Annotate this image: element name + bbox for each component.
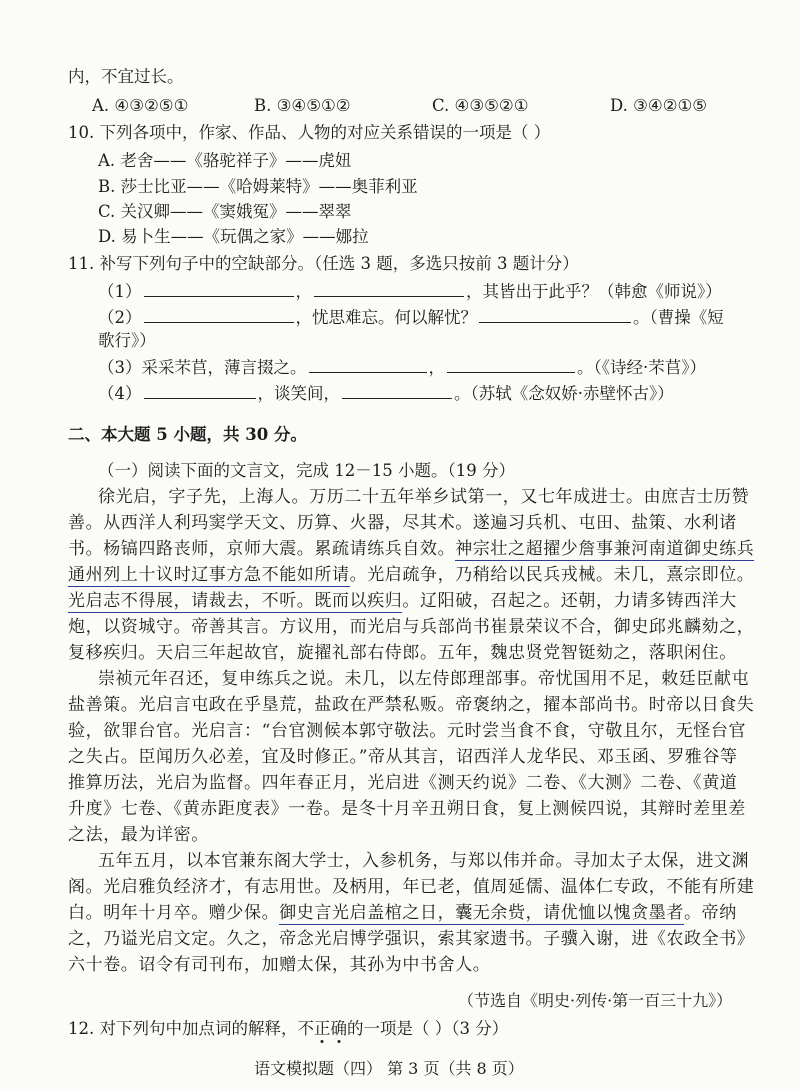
q12-text: 12. 对下列句中加点词的解释， [68,1019,298,1038]
q9-option-d: D. ③④②①⑤ [610,96,708,115]
q11-4-number: （4） [98,384,142,403]
passage-line: 推算历法，光启为监督。四年春正月，光启进《测天约说》二卷、《大测》二卷、《黄道 [68,773,738,793]
passage-line: 徐光启，字子先，上海人。万历二十五年举乡试第一，又七年成进士。由庶吉士历赞 [98,487,750,507]
q11-4-middle: ，谈笑间， [257,384,340,403]
passage-text: 白。明年十月卒。赠少保。 [68,903,280,923]
q11-item-4 [98,382,674,405]
q11-stem: 11. 补写下列句子中的空缺部分。（任选 3 题，多选只按前 3 题计分） [68,254,579,273]
passage-line: 之失占。臣闻历久必差，宜及时修正。”帝从其言，诏西洋人龙华民、邓玉函、罗雅谷等 [68,747,738,767]
q11-3-start: （3）采采芣苢，薄言掇之。 [98,358,307,377]
q12-dotted-word [298,1019,348,1038]
q11-item-2 [98,306,724,329]
underlined-sentence: 通州列上十议时辽事方急不能如所请 [68,565,350,585]
q11-4-source: 。（苏轼《念奴娇·赤壁怀古》） [454,384,674,403]
q11-4-blank-b[interactable] [342,382,452,399]
emphasis-char: 正 [314,1019,331,1038]
q11-1-blank-b[interactable] [314,280,464,297]
q11-1-comma: ， [295,282,312,301]
prev-question-tail: 内，不宜过长。 [68,67,184,86]
passage-text: 书。杨镐四路丧师，京师大震。累疏请练兵自效。 [68,539,456,559]
q11-2-number: （2） [98,308,142,327]
passage-line [68,538,754,560]
q10-stem: 10. 下列各项中，作家、作品、人物的对应关系错误的一项是（ ） [68,123,551,142]
passage-text: 。帝纳 [684,903,737,923]
passage-text: 。辽阳破，召起之。还朝，力请多铸西洋大 [402,591,737,611]
passage-line: 之法，最为详密。 [68,825,209,845]
passage-line: 五年五月，以本官兼东阁大学士，入参机务，与郑以伟并命。寻加太子太保，进文渊 [98,851,750,871]
q11-4-blank-a[interactable] [144,382,256,399]
q10-option-a: A. 老舍——《骆驼祥子》——虎妞 [98,151,352,170]
q11-3-source: 。（《诗经·芣苢》） [577,358,706,377]
q11-2-source-cont: 歌行》） [98,331,156,350]
q11-2-blank-a[interactable] [144,306,294,323]
passage-line: 验，欲罪台官。光启言：“台官测候本郭守敬法。元时尝当食不食，守敬且尔，无怪台官 [68,721,747,741]
underlined-sentence: 光启志不得展，请裁去，不听。既而以疾归 [68,591,403,611]
q12-text: 的一项是（ ）（3 分） [347,1019,509,1038]
q9-option-b: B. ③④⑤①② [254,96,351,115]
q10-option-d: D. 易卜生——《玩偶之家》——娜拉 [98,227,369,246]
passage-line: 崇祯元年召还，复申练兵之说。未几，以左侍郎理部事。帝忧国用不足，敕廷臣献屯 [98,669,750,689]
q11-item-3 [98,356,706,379]
q11-1-blank-a[interactable] [144,280,294,297]
underlined-sentence: 御史言光启盖棺之日，囊无余赀，请优恤以愧贪墨者 [279,903,685,923]
q12-stem [68,1018,508,1040]
q11-2-source: 。（曹操《短 [633,308,724,327]
emphasis-char: 不 [297,1019,314,1038]
passage-line: 六十卷。诏令有司刊布，加赠太保，其孙为中书舍人。 [68,955,491,975]
q11-1-source: ，其皆出于此乎？（韩愈《师说》） [466,282,722,301]
q11-3-blank-a[interactable] [309,356,427,373]
passage-line: 善。从西洋人利玛窦学天文、历算、火器，尽其术。遂遍习兵机、屯田、盐策、水利诸 [68,513,737,533]
q11-1-number: （1） [98,282,142,301]
q10-option-b: B. 莎士比亚——《哈姆莱特》——奥菲利亚 [98,177,418,196]
reading-intro: （一）阅读下面的文言文，完成 12－15 小题。（19 分） [98,461,515,480]
q11-3-blank-b[interactable] [447,356,575,373]
q11-item-1 [98,280,722,303]
q11-2-blank-b[interactable] [479,306,631,323]
q10-option-c: C. 关汉卿——《窦娥冤》——翠翠 [98,202,352,221]
q9-option-a: A. ④③②⑤① [92,96,189,115]
passage-line [68,564,754,586]
passage-line: 升度》七卷、《黄赤距度表》一卷。是冬十月辛丑朔日食，复上测候四说，其辩时差里差 [68,799,746,819]
passage-line [68,590,737,612]
q11-3-comma: ， [428,358,445,377]
q9-option-c: C. ④③⑤②① [432,96,529,115]
passage-line: 阁。光启雅负经济才，有志用世。及柄用，年已老，值周延儒、温体仁专政，不能有所建 [68,877,755,897]
q11-2-middle: ，忧思难忘。何以解忧？ [295,308,477,327]
passage-line: 盐善策。光启言屯政在乎垦荒，盐政在严禁私贩。帝褒纳之，擢本部尚书。时帝以日食失 [68,695,755,715]
passage-source: （节选自《明史·列传·第一百三十九》） [458,991,733,1010]
passage-line: 炮，以资城守。帝善其言。方议用，而光启与兵部尚书崔景荣议不合，御史邱兆麟劾之， [68,617,755,637]
passage-line [68,902,737,924]
passage-line: 之，乃谥光启文定。久之，帝念光启博学强识，索其家遗书。子骥入谢，进《农政全书》 [68,929,755,949]
underlined-sentence: 神宗壮之超擢少詹事兼河南道御史练兵 [455,539,755,559]
passage-line: 复移疾归。天启三年起故官，旋擢礼部右侍郎。五年，魏忠贤党智铤劾之，落职闲住。 [68,643,737,663]
section-2-heading: 二、本大题 5 小题，共 30 分。 [68,425,307,444]
passage-text: 。光启疏争，乃稍给以民兵戎械。未几，熹宗即位。 [349,565,755,585]
emphasis-char: 确 [330,1019,347,1038]
page-footer: 语文模拟题（四） 第 3 页（共 8 页） [254,1059,524,1078]
